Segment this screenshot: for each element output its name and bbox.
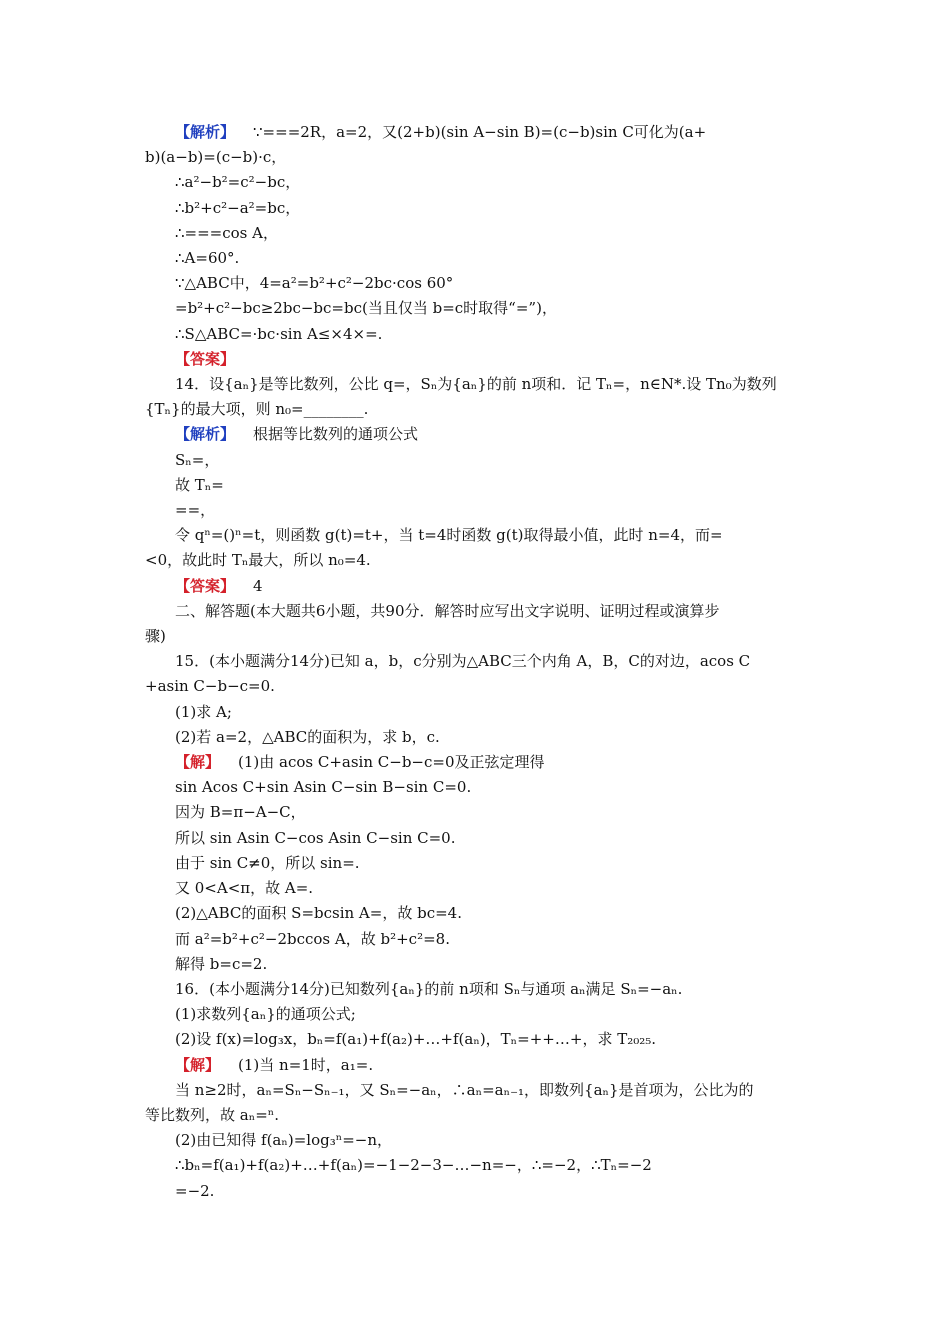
text-line	[145, 927, 810, 952]
text-line	[145, 498, 810, 523]
line-text: <0，故此时 Tₙ最大，所以 n₀=4.	[145, 551, 371, 570]
answer-tag: 【答案】	[175, 349, 236, 368]
text-line	[145, 196, 810, 221]
line-text: 故 Tₙ=	[175, 475, 224, 494]
text-line	[145, 775, 810, 800]
line-text: 14．设{aₙ}是等比数列，公比 q=，Sₙ为{aₙ}的前 n项和．记 Tₙ=，n∈N*.设 Tn₀为数列	[175, 375, 777, 394]
line-text: (1)求数列{aₙ}的通项公式;	[175, 1005, 356, 1024]
line-text: ∴A=60°.	[175, 249, 240, 268]
line-text: 所以 sin Asin C−cos Asin C−sin C=0.	[175, 828, 456, 847]
line-text: +asin C−b−c=0.	[145, 677, 275, 696]
text-line	[145, 1128, 810, 1153]
text-line	[145, 574, 810, 599]
line-text: 4	[253, 576, 263, 595]
line-text: ∴S△ABC=·bc·sin A≤×4×=.	[175, 324, 383, 343]
text-line	[145, 674, 810, 699]
analysis-tag: 【解析】	[175, 123, 236, 141]
line-text: =−2.	[175, 1181, 215, 1200]
line-text: =b²+c²−bc≥2bc−bc=bc(当且仅当 b=c时取得“=”)，	[175, 299, 557, 318]
line-text: 骤)	[145, 627, 166, 646]
line-text: 又 0<A<π，故 A=.	[175, 879, 314, 898]
text-line	[145, 145, 810, 170]
line-text: 二、解答题(本大题共6小题，共90分．解答时应写出文字说明、证明过程或演算步	[175, 601, 720, 620]
text-line	[145, 851, 810, 876]
text-line	[145, 221, 810, 246]
text-line	[145, 599, 810, 624]
line-text: (1)由 acos C+asin C−b−c=0及正弦定理得	[238, 753, 545, 772]
text-line	[145, 372, 810, 397]
text-line	[145, 624, 810, 649]
line-text: (2)由已知得 f(aₙ)=log₃ⁿ=−n，	[175, 1131, 393, 1150]
text-line	[145, 826, 810, 851]
line-text: sin Acos C+sin Asin C−sin B−sin C=0.	[175, 778, 472, 797]
text-line	[145, 1078, 810, 1103]
answer-tag: 【解】	[175, 753, 221, 772]
text-line	[145, 952, 810, 977]
line-text: (1)求 A;	[175, 702, 232, 721]
line-text: 根据等比数列的通项公式	[253, 425, 419, 444]
line-text: ∴a²−b²=c²−bc，	[175, 173, 301, 192]
text-line	[145, 725, 810, 750]
text-line	[145, 700, 810, 725]
line-text: {Tₙ}的最大项，则 n₀=________.	[145, 400, 369, 419]
line-text: 因为 B=π−A−C，	[175, 803, 306, 822]
line-text: 令 qⁿ=()ⁿ=t，则函数 g(t)=t+，当 t=4时函数 g(t)取得最小值，此时 n=4，而=	[175, 526, 723, 545]
text-line	[145, 397, 810, 422]
line-text: Sₙ=，	[175, 450, 220, 469]
text-line	[145, 1053, 810, 1078]
answer-tag: 【解】	[175, 1055, 221, 1074]
text-line	[145, 1153, 810, 1178]
line-text: ==，	[175, 501, 216, 520]
line-text: ∵===2R，a=2，又(2+b)(sin A−sin B)=(c−b)sin C可化为(a+	[253, 123, 707, 141]
text-line	[145, 448, 810, 473]
text-line	[145, 422, 810, 447]
text-line	[145, 750, 810, 775]
line-text: 解得 b=c=2.	[175, 954, 268, 973]
line-text: 16．(本小题满分14分)已知数列{aₙ}的前 n项和 Sₙ与通项 aₙ满足 Sₙ=−aₙ.	[175, 979, 683, 998]
document-body	[145, 120, 810, 1204]
text-line	[145, 473, 810, 498]
text-line	[145, 1002, 810, 1027]
text-line	[145, 649, 810, 674]
text-line	[145, 800, 810, 825]
line-text: ∴b²+c²−a²=bc，	[175, 198, 301, 217]
text-line	[145, 296, 810, 321]
line-text: ∵△ABC中，4=a²=b²+c²−2bc·cos 60°	[175, 274, 454, 293]
line-text: ∴===cos A，	[175, 223, 278, 242]
line-text: 而 a²=b²+c²−2bccos A，故 b²+c²=8.	[175, 929, 450, 948]
analysis-tag: 【解析】	[175, 425, 236, 444]
text-line	[145, 1179, 810, 1204]
text-lines	[145, 120, 810, 1204]
text-line	[145, 271, 810, 296]
text-line	[145, 876, 810, 901]
line-text: 15．(本小题满分14分)已知 a，b，c分别为△ABC三个内角 A，B，C的对边，acos C	[175, 652, 751, 671]
text-line	[145, 170, 810, 195]
line-text: (1)当 n=1时，a₁=.	[238, 1055, 374, 1074]
text-line	[145, 523, 810, 548]
line-text: (2)若 a=2，△ABC的面积为，求 b，c.	[175, 727, 440, 746]
text-line	[145, 548, 810, 573]
line-text: b)(a−b)=(c−b)·c，	[145, 148, 287, 167]
text-line	[145, 977, 810, 1002]
text-line	[145, 246, 810, 271]
text-line	[145, 1027, 810, 1052]
line-text: ∴bₙ=f(a₁)+f(a₂)+…+f(aₙ)=−1−2−3−…−n=−，∴=−2，∴Tₙ=−2	[175, 1156, 652, 1175]
text-line	[145, 901, 810, 926]
text-line	[145, 1103, 810, 1128]
text-line	[145, 322, 810, 347]
line-text: (2)设 f(x)=log₃x，bₙ=f(a₁)+f(a₂)+…+f(aₙ)，Tₙ=++…+，求 T₂₀₂₅.	[175, 1030, 657, 1049]
line-text: 当 n≥2时，aₙ=Sₙ−Sₙ₋₁，又 Sₙ=−aₙ，∴aₙ=aₙ₋₁，即数列{aₙ}是首项为，公比为的	[175, 1080, 754, 1099]
answer-tag: 【答案】	[175, 576, 236, 595]
text-line	[145, 120, 810, 145]
text-line	[145, 347, 810, 372]
line-text: 由于 sin C≠0，所以 sin=.	[175, 853, 360, 872]
line-text: (2)△ABC的面积 S=bcsin A=，故 bc=4.	[175, 904, 462, 923]
line-text: 等比数列，故 aₙ=ⁿ.	[145, 1105, 280, 1124]
